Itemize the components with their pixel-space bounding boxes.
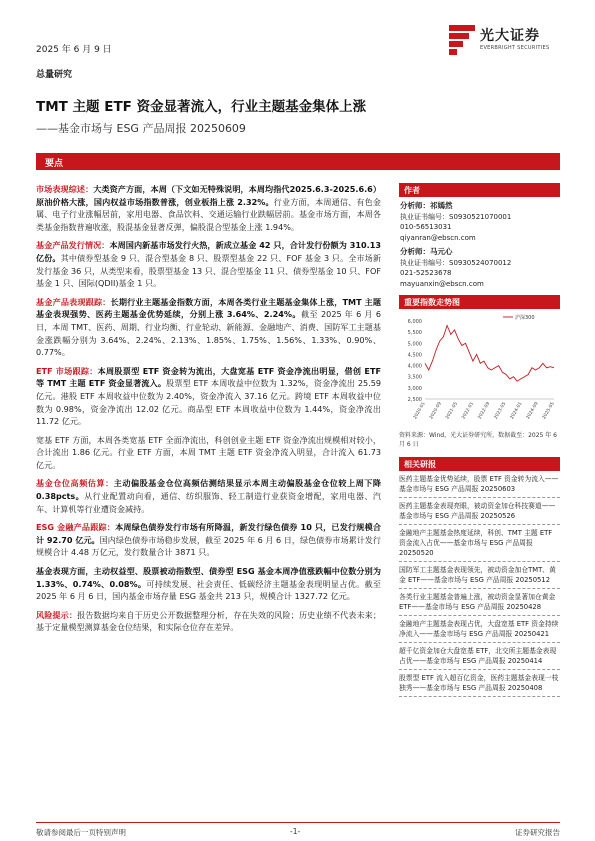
- summary-paragraph: [36, 609, 381, 634]
- paragraph-text: 行业方面，本周通信、有色金属、电子行业涨幅居前，家用电器、食品饮料、交通运输行业跌幅居前。基金市场方面，本周各类基金指数普遍收涨，股混基金显著反弹，偏股混合型基金上涨 1.94%。: [36, 196, 381, 232]
- x-tick-label: 2024-09: [525, 401, 540, 421]
- summary-paragraph: [36, 296, 381, 359]
- summary-band-label: 要点: [45, 159, 64, 169]
- paragraph-text: 宽基 ETF 方面，本周各类宽基 ETF 全面净流出，科创创业主题 ETF 资金净流出规模相对较小，合计流出 1.86 亿元。行业 ETF 方面，本周 TMT 主题 ETF 资金净流入明显，合计流入 61.73 亿元。: [36, 434, 381, 470]
- paragraph-heading: 基金产品发行情况：: [36, 240, 110, 251]
- chart-heading: 重要指数走势图: [399, 295, 560, 309]
- paragraph-heading: 基金仓位高频估算：: [36, 478, 114, 489]
- related-report-item[interactable]: 金融地产主题基金表现占优，大盘宽基 ETF 资金持续净流入——基金市场与 ESG 产品周报 20250421: [399, 616, 560, 643]
- analyst-email[interactable]: mayuanxin@ebscn.com: [400, 279, 484, 288]
- summary-paragraph: [36, 521, 381, 559]
- analyst-cert: 执业证书编号：S0930521070001: [400, 212, 512, 221]
- chart-source: 资料来源：Wind，光大证券研究所，数据截至：2025 年 6 月 6 日: [399, 432, 557, 448]
- paragraph-highlight: 长期行业主题基金指数方面，本周各类行业主题基金集体上涨，TMT 主题基金表现强势、医药主题基金优势延续，分别上涨 3.64%、2.24%。: [36, 296, 381, 320]
- paragraph-text: 可持续发展、社会责任、低碳经济主题基金表现明显占优。截至 2025 年 6 月 6 日，国内基金市场存量 ESG 基金共 213 只，规模合计 1327.72 亿元。: [36, 578, 381, 602]
- series-line-hs300: [425, 326, 554, 382]
- report-date: 2025 年 6 月 9 日: [36, 45, 112, 55]
- page-footer: [36, 822, 560, 841]
- related-report-item[interactable]: 超千亿资金加仓大盘宽基 ETF，北交所主题基金表现占优——基金市场与 ESG 产品周报 20250414: [399, 643, 560, 670]
- y-tick-label: 5,500: [407, 330, 422, 337]
- paragraph-text: 报告数据均来自于历史公开数据整理分析，存在失效的风险；历史业绩不代表未来；基于定量模型测算基金仓位结果，和实际仓位存在差异。: [36, 609, 381, 633]
- x-tick-label: 2023-05: [493, 401, 508, 421]
- paragraph-text: 国内绿色债券市场稳步发展，截至 2025 年 6 月 6 日，绿色债券市场累计发行规模合计 4.48 万亿元，发行数量合计 3871 只。: [36, 534, 381, 558]
- report-category: 总量研究: [36, 70, 73, 80]
- x-tick-label: 2020-01: [412, 401, 427, 421]
- summary-paragraph: [36, 565, 381, 603]
- x-tick-label: 2020-09: [429, 401, 443, 421]
- brand-logo: [449, 23, 561, 57]
- y-tick-label: 4,500: [407, 352, 422, 359]
- paragraph-highlight: 主动偏股基金仓位高频估测结果显示本周主动偏股基金仓位较上周下降 0.38pcts。: [36, 478, 381, 502]
- related-report-item[interactable]: 各类行业主题基金普遍上涨，被动资金显著加仓黄金 ETF——基金市场与 ESG 产品周报 20250428: [399, 589, 560, 616]
- logo-en: EVERBRIGHT SECURITIES: [480, 45, 550, 51]
- paragraph-highlight: 本周国内新基市场发行火热，新成立基金 42 只，合计发行份额为 310.13 亿份。: [36, 240, 381, 263]
- footer-disclaimer: 敬请参阅最后一页特别声明: [36, 828, 126, 837]
- analyst-name: 分析师：马元心: [400, 247, 453, 256]
- summary-band: [36, 153, 560, 170]
- paragraph-heading: ETF 市场跟踪：: [36, 365, 98, 376]
- report-title: TMT 主题 ETF 资金显著流入，行业主题基金集体上涨: [36, 99, 367, 115]
- logo-cn: 光大证券: [480, 28, 540, 44]
- paragraph-heading: ESG 金融产品跟踪：: [36, 522, 116, 533]
- y-tick-label: 6,000: [407, 319, 422, 325]
- legend-label: 沪深300: [515, 315, 535, 321]
- y-tick-label: 4,000: [407, 363, 422, 370]
- related-report-item[interactable]: 医药主题基金表现亮眼，被动资金加仓科技赛道——基金市场与 ESG 产品周报 20250526: [399, 498, 560, 525]
- paragraph-highlight: 本周绿色债券发行市场有所降温，新发行绿色债券 10 只，已发行规模合计 92.70 亿元。: [36, 522, 381, 545]
- summary-paragraph: [36, 365, 381, 428]
- sidebar: [399, 183, 560, 697]
- y-tick-label: 3,000: [407, 385, 422, 392]
- paragraph-text: 从行业配置动向看，通信、纺织服饰、轻工制造行业获资金增配，家用电器、汽车、计算机等行业遭资金减持。: [36, 491, 381, 514]
- index-chart-section: [399, 295, 560, 449]
- y-tick-label: 3,500: [407, 374, 422, 381]
- related-report-item[interactable]: 国防军工主题基金表现领先，被动资金加仓TMT、黄金 ETF——基金市场与 ESG 产品周报 20250512: [399, 562, 560, 589]
- analyst-phone: 021-52523678: [400, 269, 452, 277]
- x-tick-label: 2022-09: [477, 401, 492, 421]
- paragraph-highlight: 大类资产方面，本周（下文如无特殊说明，本周均指代2025.6.3-2025.6.6）原油价格大涨，国内权益市场指数普涨，创业板指上涨 2.32%。: [36, 184, 381, 207]
- related-reports: [399, 457, 560, 697]
- paragraph-highlight: 基金表现方面，主动权益型、股票被动指数型、债券型 ESG 基金本周净值涨跌幅中位数分别为 1.33%、0.74%、0.08%。: [36, 566, 381, 589]
- footer-doc-type: 证券研究报告: [515, 828, 560, 837]
- y-tick-label: 5,000: [407, 341, 422, 348]
- x-tick-label: 2024-01: [509, 401, 524, 421]
- summary-paragraph: [36, 477, 381, 515]
- summary-paragraph: [36, 434, 381, 472]
- analyst-email[interactable]: qiyanran@ebscn.com: [400, 233, 476, 242]
- index-line-chart: [399, 311, 560, 429]
- paragraph-heading: 基金产品表现跟踪：: [36, 296, 111, 307]
- paragraph-heading: 市场表现综述：: [36, 184, 94, 194]
- analyst-name: 分析师：祁嫣然: [400, 201, 453, 210]
- related-report-item[interactable]: 金融地产主题基金热度延续，科创、TMT 主题 ETF 资金流入占优——基金市场与 ESG 产品周报 20250520: [399, 525, 560, 562]
- analyst-list: [399, 201, 560, 289]
- related-heading: 相关研报: [399, 457, 560, 471]
- y-tick-label: 2,500: [407, 397, 422, 403]
- report-subtitle: ——基金市场与 ESG 产品周报 20250609: [36, 122, 246, 135]
- x-tick-label: 2021-05: [445, 401, 459, 421]
- related-report-item[interactable]: 股票型 ETF 流入超百亿资金，医药主题基金表现一枝独秀——基金市场与 ESG 产品周报 20250408: [399, 670, 560, 697]
- summary-body: [36, 183, 381, 640]
- paragraph-text: 截至 2025 年 6 月 6 日，本周 TMT、医药、周期、行业均衡、行业轮动、新能源、金融地产、消费、国防军工主题基金涨跌幅分别为 3.64%、2.24%、2.13%、1.85%、1.75%、1.56%、1.33%、0.90%、0.77%。: [36, 309, 381, 358]
- x-tick-label: 2025-05: [541, 401, 556, 421]
- summary-paragraph: [36, 239, 381, 289]
- paragraph-heading: 风险提示：: [36, 609, 78, 620]
- paragraph-text: 股票型 ETF 本周收益中位数为 1.32%，资金净流出 25.59 亿元。港股 ETF 本周收益中位数为 2.40%，资金净流入 37.16 亿元。跨境 ETF 本周收益中位数为 0.98%，资金净流出 12.02 亿元。商品型 ETF 本周收益中位数为 1.44%，资金净流出 11.72 亿元。: [36, 378, 381, 427]
- related-report-item[interactable]: 医药主题基金优势延续，股票 ETF 资金转为流入——基金市场与 ESG 产品周报 20250603: [399, 471, 560, 498]
- analyst-cert: 执业证书编号：S0930524070012: [400, 258, 512, 267]
- paragraph-text: 其中债券型基金 9 只、混合型基金 8 只、股票型基金 22 只、FOF 基金 3 只。全市场新发行基金 36 只，从类型来看，股票型基金 13 只、混合型基金 11 只、债券型基金 10 只、FOF 基金 1 只、国际(QDII)基金 1 只。: [36, 252, 381, 289]
- logo-mark-icon: [449, 25, 475, 55]
- page-number: -1-: [290, 827, 301, 836]
- summary-paragraph: [36, 183, 381, 233]
- authors-heading: 作者: [399, 183, 560, 197]
- analyst-phone: 010-56513031: [400, 223, 452, 231]
- x-tick-label: 2022-01: [461, 401, 476, 421]
- paragraph-highlight: 本周股票型 ETF 资金转为流出，大盘宽基 ETF 资金净流出明显，借创 ETF 等 TMT 主题 ETF 资金显著流入。: [36, 365, 382, 389]
